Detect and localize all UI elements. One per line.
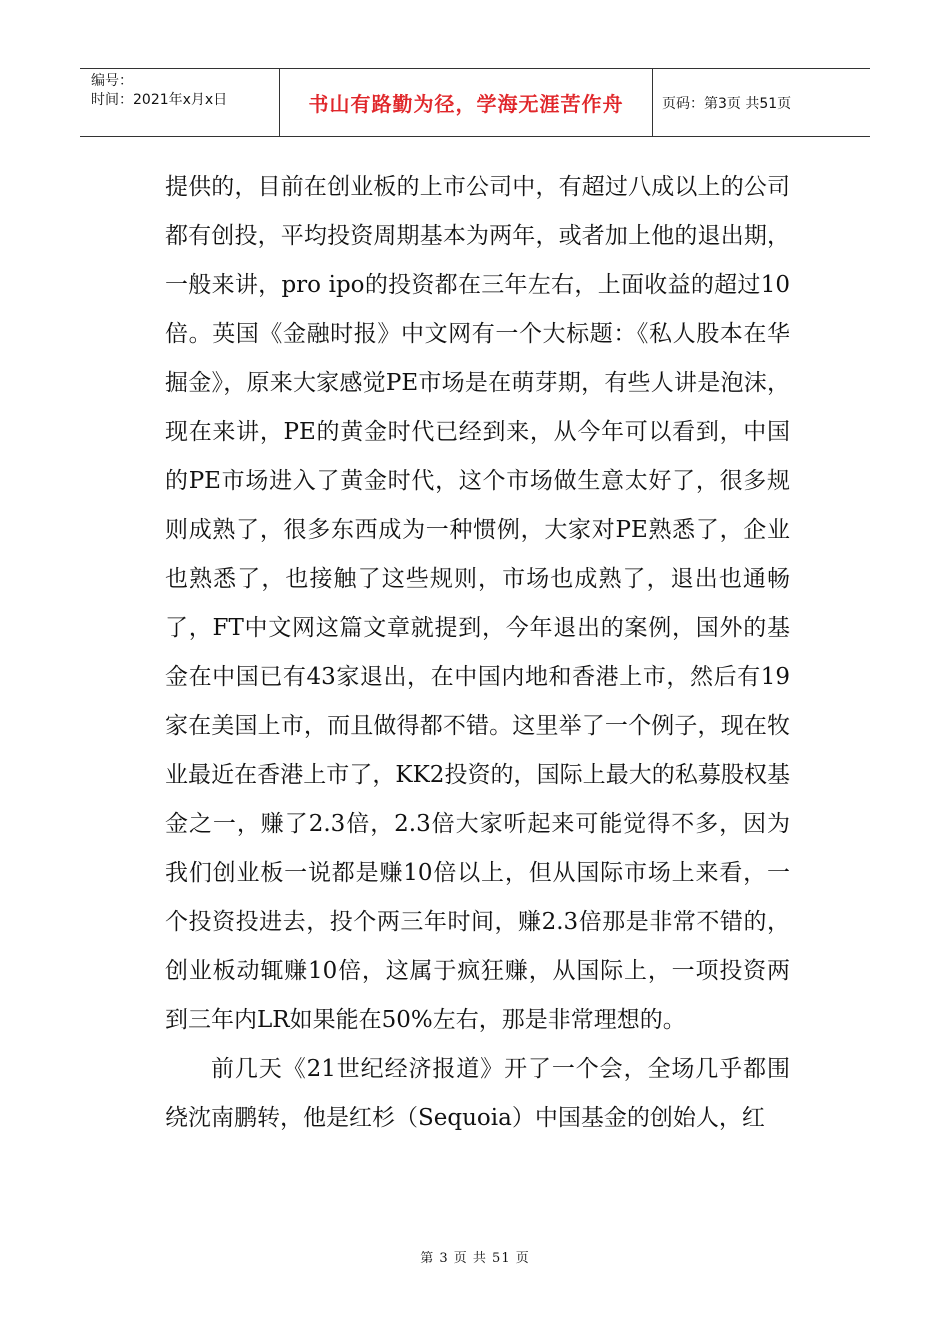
page-footer: 第 3 页 共 51 页 bbox=[420, 1251, 530, 1266]
document-body bbox=[165, 163, 790, 1143]
header-motto: 书山有路勤为径，学海无涯苦作舟 bbox=[308, 92, 624, 116]
document-date-label: 时间：2021年x月x日 bbox=[91, 92, 228, 108]
header-info-cell bbox=[80, 69, 280, 136]
header-motto-cell bbox=[280, 69, 653, 136]
header-page-cell bbox=[653, 69, 870, 136]
page-header bbox=[80, 68, 870, 137]
header-page-info: 页码：第3页 共51页 bbox=[662, 96, 792, 112]
body-paragraph-2: 前几天《21世纪经济报道》开了一个会，全场几乎都围绕沈南鹏转，他是红杉（Sequoia）中国基金的创始人，红 bbox=[165, 1056, 790, 1131]
document-number-label: 编号： bbox=[91, 73, 133, 89]
body-paragraph-1: 提供的，目前在创业板的上市公司中，有超过八成以上的公司都有创投，平均投资周期基本为两年，或者加上他的退出期，一般来讲，pro ipo的投资都在三年左右，上面收益的超过10倍。英国《金融时报》中文网有一个大标题：《私人股本在华掘金》，原来大家感觉PE市场是在萌芽期，有些人讲是泡沫，现在来讲，PE的黄金时代已经到来，从今年可以看到，中国的PE市场进入了黄金时代，这个市场做生意太好了，很多规则成熟了，很多东西成为一种惯例，大家对PE熟悉了，企业也熟悉了，也接触了这些规则，市场也成熟了，退出也通畅了，FT中文网这篇文章就提到，今年退出的案例，国外的基金在中国已有43家退出，在中国内地和香港上市，然后有19家在美国上市，而且做得都不错。这里举了一个例子，现在牧业最近在香港上市了，KK2投资的，国际上最大的私募股权基金之一，赚了2.3倍，2.3倍大家听起来可能觉得不多，因为我们创业板一说都是赚10倍以上，但从国际市场上来看，一个投资投进去，投个两三年时间，赚2.3倍那是非常不错的，创业板动辄赚10倍，这属于疯狂赚，从国际上，一项投资两到三年内LR如果能在50%左右，那是非常理想的。 bbox=[165, 174, 790, 1033]
